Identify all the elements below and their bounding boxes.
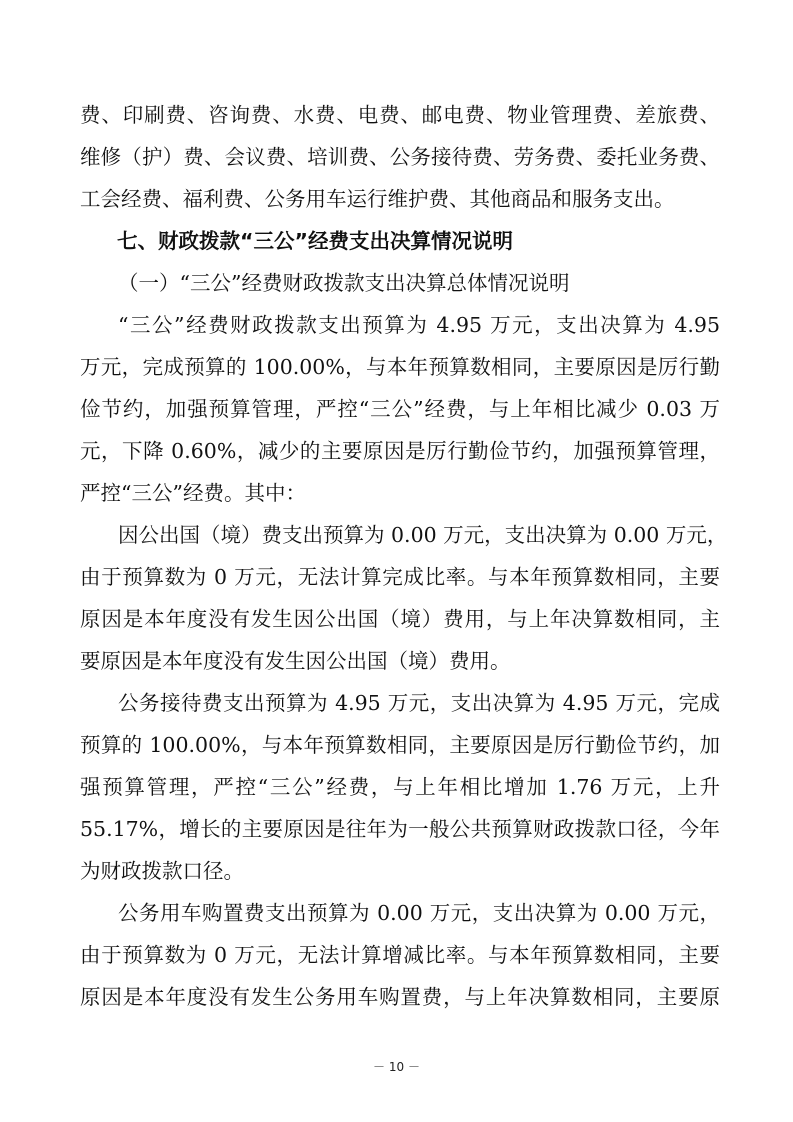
section-heading: 七、财政拨款“三公”经费支出决算情况说明 xyxy=(117,229,513,253)
paragraph-line: 工会经费、福利费、公务用车运行维护费、其他商品和服务支出。 xyxy=(80,187,675,211)
paragraph-line: 由于预算数为 0 万元，无法计算增减比率。与本年预算数相同，主要 xyxy=(80,943,720,967)
paragraph-line: 强预算管理，严控“三公”经费，与上年相比增加 1.76 万元，上升 xyxy=(80,775,720,799)
paragraph-line: 55.17%，增长的主要原因是往年为一般公共预算财政拨款口径，今年 xyxy=(80,817,720,841)
paragraph-line: 由于预算数为 0 万元，无法计算完成比率。与本年预算数相同，主要 xyxy=(80,565,720,589)
paragraph-line: 元，下降 0.60%，减少的主要原因是厉行勤俭节约，加强预算管理， xyxy=(80,439,720,463)
paragraph-line: 因公出国（境）费支出预算为 0.00 万元，支出决算为 0.00 万元， xyxy=(118,523,728,547)
paragraph-line: 预算的 100.00%，与本年预算数相同，主要原因是厉行勤俭节约，加 xyxy=(80,733,720,757)
page-number: － 10 － xyxy=(373,1060,420,1074)
paragraph-line: 公务用车购置费支出预算为 0.00 万元，支出决算为 0.00 万元， xyxy=(118,901,720,925)
paragraph-line: 原因是本年度没有发生公务用车购置费，与上年决算数相同，主要原 xyxy=(80,985,720,1009)
subsection-heading: （一）“三公”经费财政拨款支出决算总体情况说明 xyxy=(118,271,570,295)
paragraph-line: 严控“三公”经费。其中： xyxy=(80,481,306,505)
paragraph-line: 公务接待费支出预算为 4.95 万元，支出决算为 4.95 万元，完成 xyxy=(118,691,720,715)
paragraph-line: 俭节约，加强预算管理，严控“三公”经费，与上年相比减少 0.03 万 xyxy=(80,397,720,421)
paragraph-line: 万元，完成预算的 100.00%，与本年预算数相同，主要原因是厉行勤 xyxy=(80,355,720,379)
paragraph-line: 费、印刷费、咨询费、水费、电费、邮电费、物业管理费、差旅费、 xyxy=(80,103,720,127)
paragraph-line: 为财政拨款口径。 xyxy=(80,859,244,883)
paragraph-line: “三公”经费财政拨款支出预算为 4.95 万元，支出决算为 4.95 xyxy=(118,313,720,337)
paragraph-line: 原因是本年度没有发生因公出国（境）费用，与上年决算数相同，主 xyxy=(80,607,720,631)
paragraph-line: 要原因是本年度没有发生因公出国（境）费用。 xyxy=(80,649,511,673)
paragraph-line: 维修（护）费、会议费、培训费、公务接待费、劳务费、委托业务费、 xyxy=(80,145,720,169)
